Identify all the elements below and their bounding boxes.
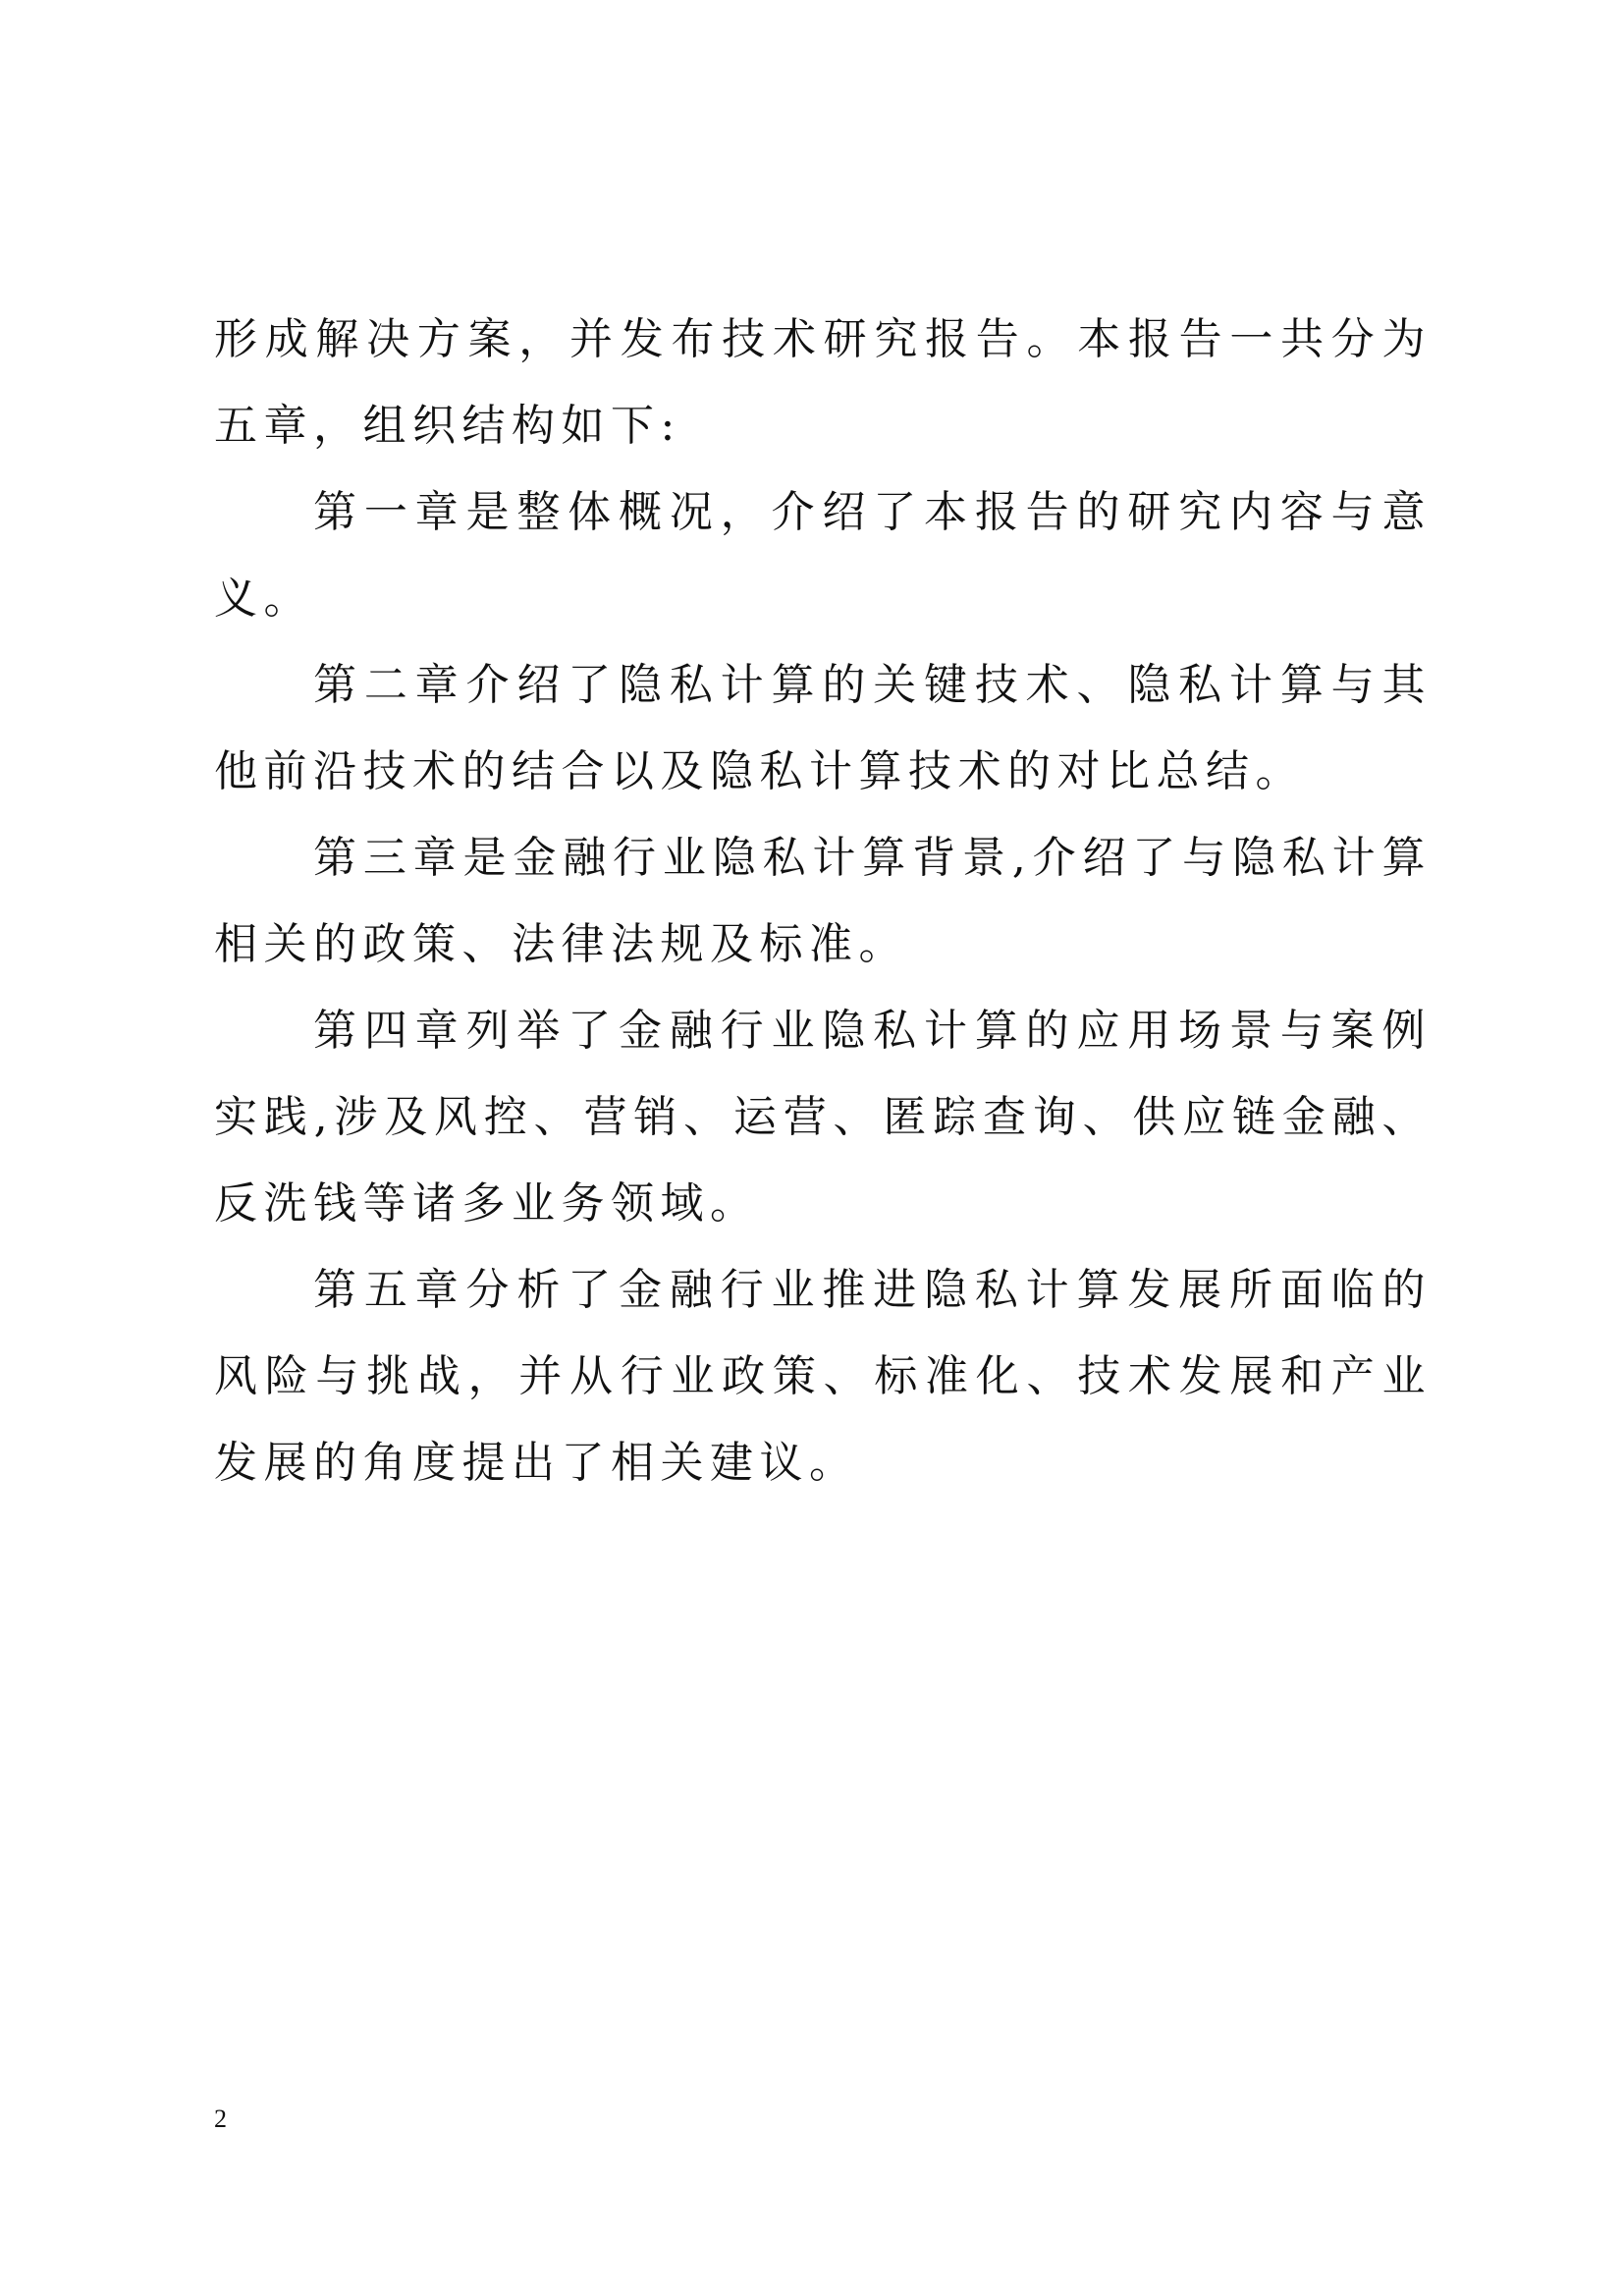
body-text	[214, 297, 1432, 1506]
paragraph-chapter-3: 第三章是金融行业隐私计算背景,介绍了与隐私计算相关的政策、法律法规及标准。	[214, 833, 1432, 969]
paragraph-continuation: 形成解决方案，并发布技术研究报告。本报告一共分为五章，组织结构如下:	[214, 314, 1432, 451]
page-number: 2	[214, 2105, 227, 2133]
paragraph-chapter-4: 第四章列举了金融行业隐私计算的应用场景与案例实践,涉及风控、营销、运营、匿踪查询、供应链金融、反洗钱等诸多业务领域。	[214, 1006, 1432, 1229]
paragraph-chapter-1: 第一章是整体概况，介绍了本报告的研究内容与意义。	[214, 487, 1432, 624]
paragraph-chapter-2: 第二章介绍了隐私计算的关键技术、隐私计算与其他前沿技术的结合以及隐私计算技术的对比总结。	[214, 660, 1432, 796]
paragraph-chapter-5: 第五章分析了金融行业推进隐私计算发展所面临的风险与挑战，并从行业政策、标准化、技术发展和产业发展的角度提出了相关建议。	[214, 1265, 1432, 1488]
